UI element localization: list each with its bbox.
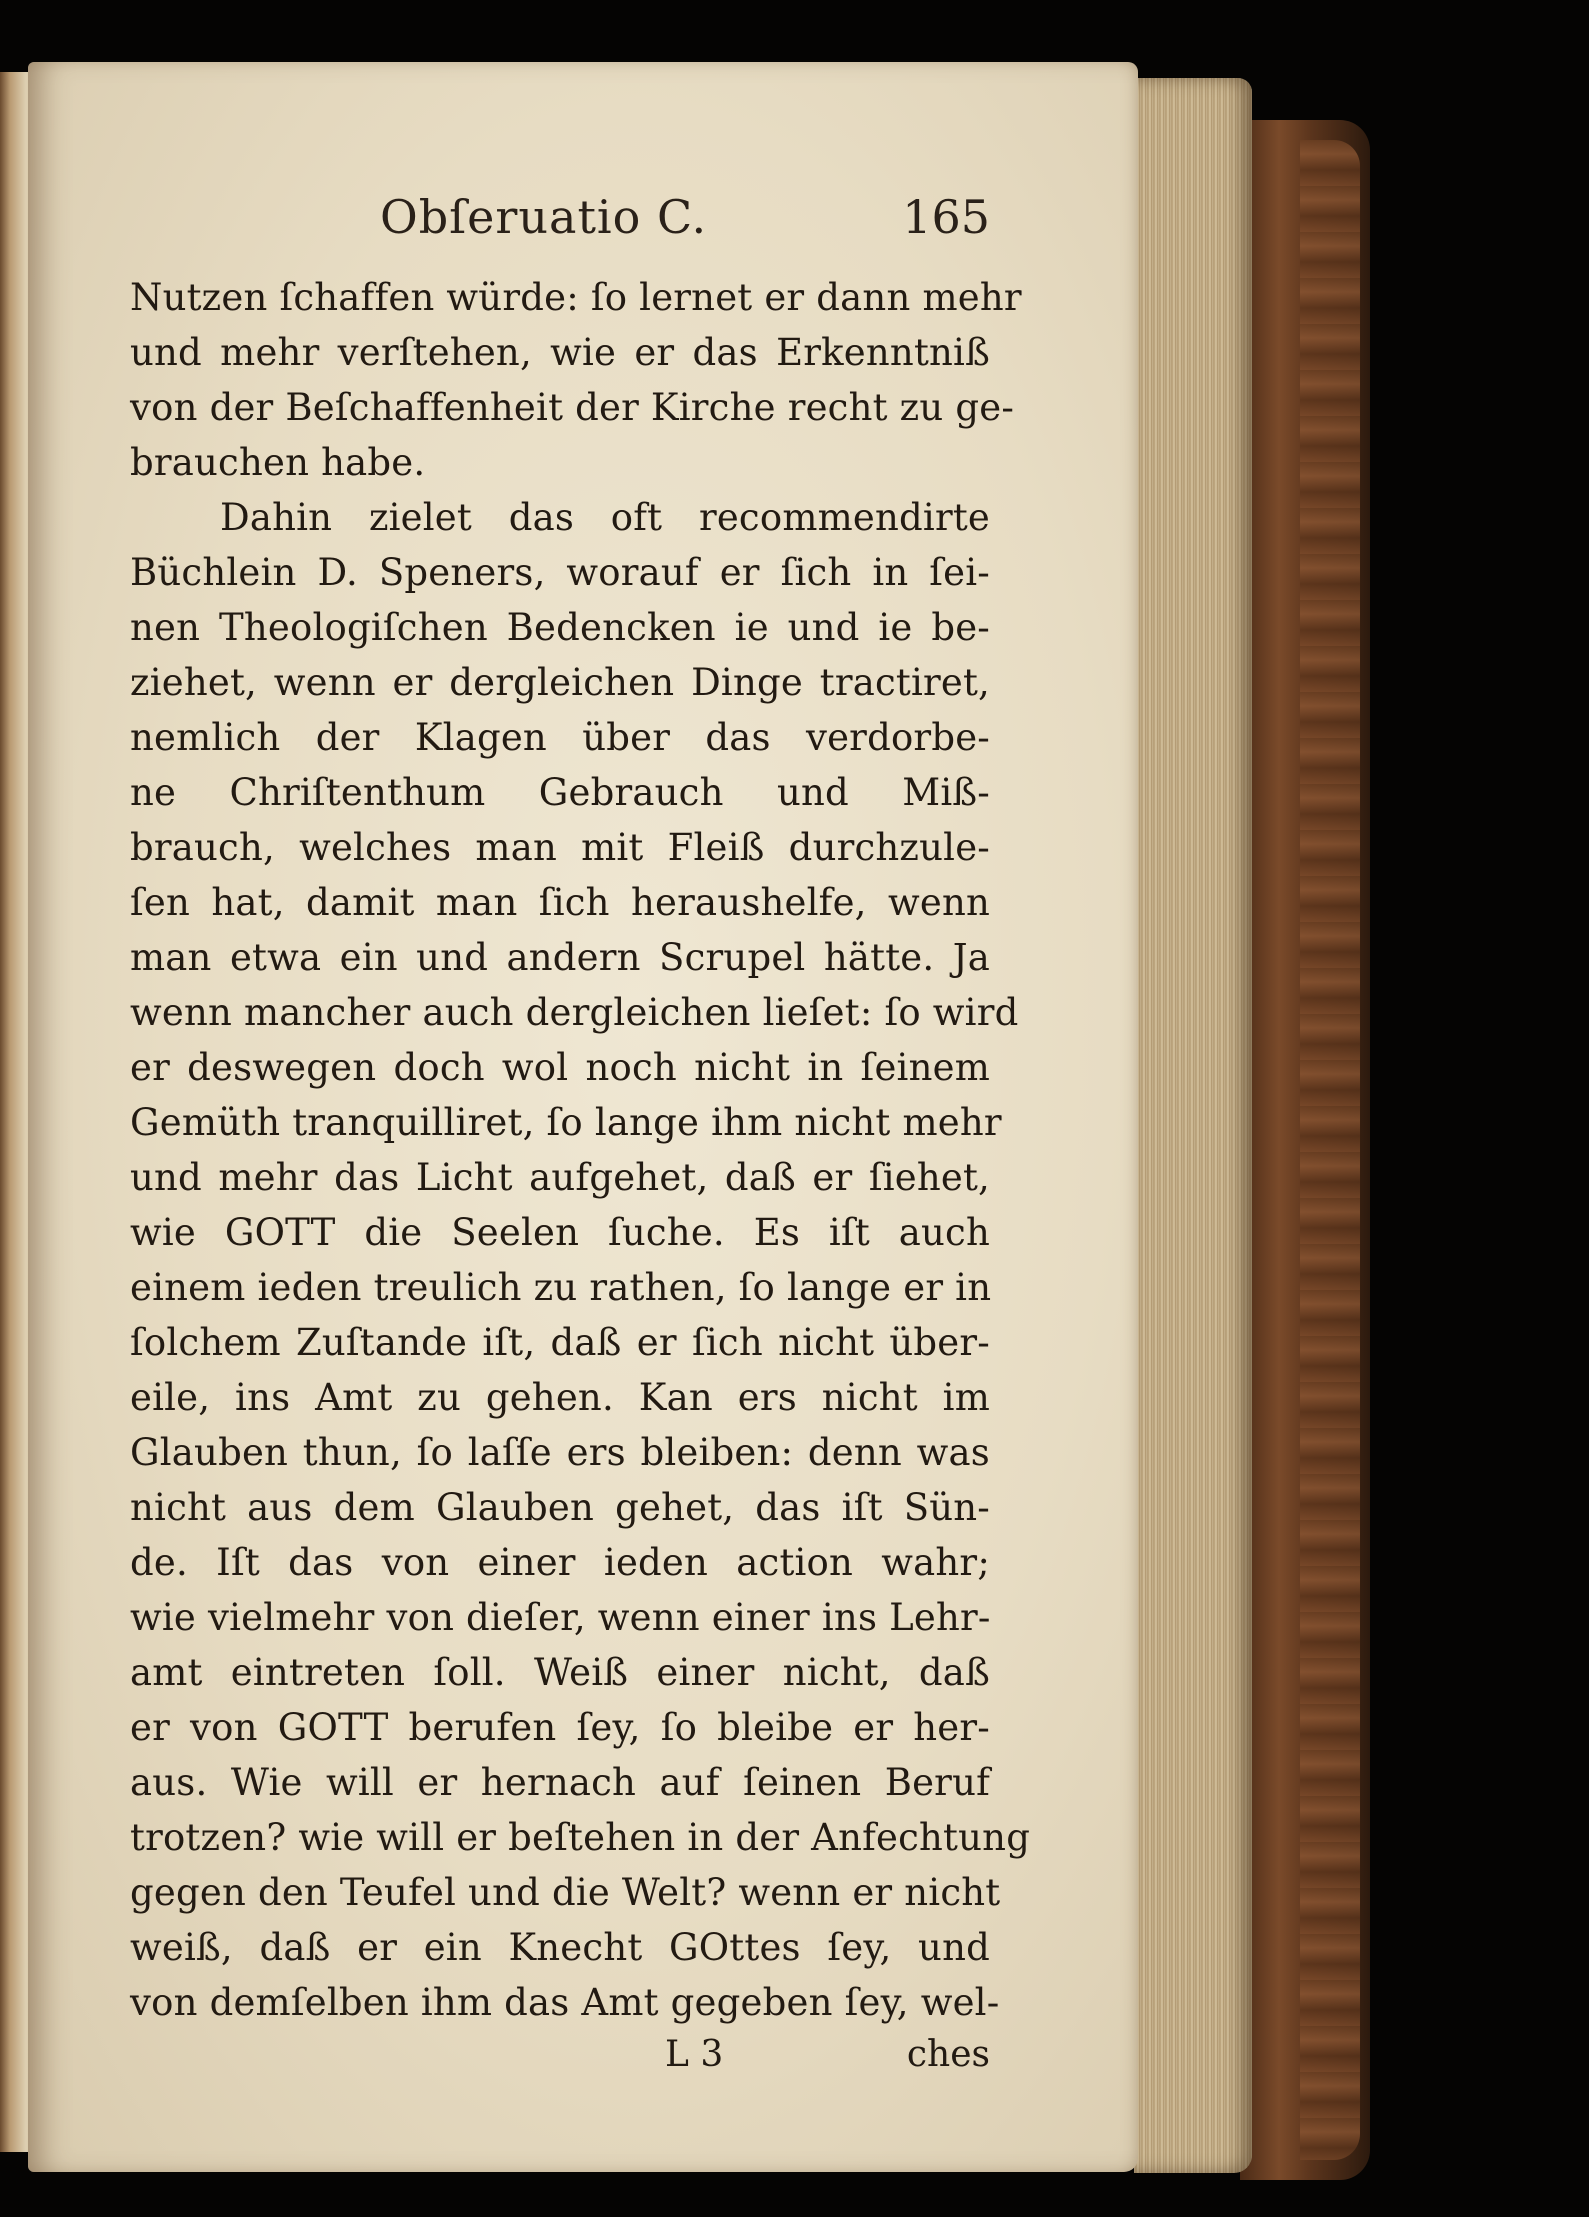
- text-line: nemlich der Klagen über das verdorbe-: [130, 716, 990, 759]
- page-number: 165: [902, 190, 990, 244]
- text-line: von der Beſchaffenheit der Kirche recht zu ge-: [130, 386, 1015, 429]
- text-line: er deswegen doch wol noch nicht in ſeinem: [130, 1046, 990, 1089]
- page-text: [130, 180, 1031, 2090]
- text-line: nicht aus dem Glauben gehet, das iſt Sün-: [130, 1486, 990, 1529]
- text-line: gegen den Teufel und die Welt? wenn er nicht: [130, 1871, 1001, 1914]
- cover-texture: [1300, 140, 1360, 2160]
- text-line: de. Iſt das von einer ieden action wahr;: [130, 1541, 990, 1584]
- text-line: er von GOTT berufen ſey, ſo bleibe er her-: [130, 1706, 990, 1749]
- text-line: ſolchem Zuſtande iſt, daß er ſich nicht über-: [130, 1321, 990, 1364]
- catchword: ches: [906, 2034, 990, 2075]
- text-line: nen Theologiſchen Bedencken ie und ie be-: [130, 606, 990, 649]
- text-line: man etwa ein und andern Scrupel hätte. Ja: [130, 936, 990, 979]
- page-footer: [130, 2030, 990, 2090]
- text-line: ziehet, wenn er dergleichen Dinge tractiret,: [130, 661, 990, 704]
- text-line: ſen hat, damit man ſich heraushelfe, wenn: [130, 881, 990, 924]
- text-line: amt eintreten ſoll. Weiß einer nicht, daß: [130, 1651, 990, 1694]
- text-line: aus. Wie will er hernach auf ſeinen Beruf: [130, 1761, 990, 1804]
- text-line: brauchen habe.: [130, 441, 426, 484]
- text-line: wenn mancher auch dergleichen lieſet: ſo wird: [130, 991, 1019, 1034]
- text-line: wie GOTT die Seelen ſuche. Es iſt auch: [130, 1211, 990, 1254]
- text-line: brauch, welches man mit Fleiß durchzule-: [130, 826, 990, 869]
- body-text: [130, 270, 1031, 2030]
- text-line: Dahin zielet das oft recommendirte: [220, 496, 990, 539]
- text-line: von demſelben ihm das Amt gegeben ſey, wel-: [130, 1981, 1000, 2024]
- text-line: weiß, daß er ein Knecht GOttes ſey, und: [130, 1926, 990, 1969]
- text-line: Nutzen ſchaffen würde: ſo lernet er dann mehr: [130, 276, 1022, 319]
- text-line: Glauben thun, ſo laſſe ers bleiben: denn was: [130, 1431, 990, 1474]
- page-block-edges: [1134, 78, 1252, 2173]
- text-line: wie vielmehr von dieſer, wenn einer ins Lehr-: [130, 1596, 991, 1639]
- text-line: ne Chriſtenthum Gebrauch und Miß-: [130, 771, 990, 814]
- text-line: und mehr verſtehen, wie er das Erkenntniß: [130, 331, 990, 374]
- running-head: Obſeruatio C.: [380, 190, 708, 244]
- text-line: einem ieden treulich zu rathen, ſo lange er in: [130, 1266, 992, 1309]
- page-header: [130, 180, 990, 270]
- signature-mark: L 3: [665, 2034, 724, 2075]
- text-line: und mehr das Licht aufgehet, daß er ſiehet,: [130, 1156, 990, 1199]
- text-line: eile, ins Amt zu gehen. Kan ers nicht im: [130, 1376, 990, 1419]
- text-line: Büchlein D. Speners, worauf er ſich in ſei-: [130, 551, 990, 594]
- text-line: trotzen? wie will er beſtehen in der Anfechtung: [130, 1816, 1031, 1859]
- text-line: Gemüth tranquilliret, ſo lange ihm nicht mehr: [130, 1101, 1002, 1144]
